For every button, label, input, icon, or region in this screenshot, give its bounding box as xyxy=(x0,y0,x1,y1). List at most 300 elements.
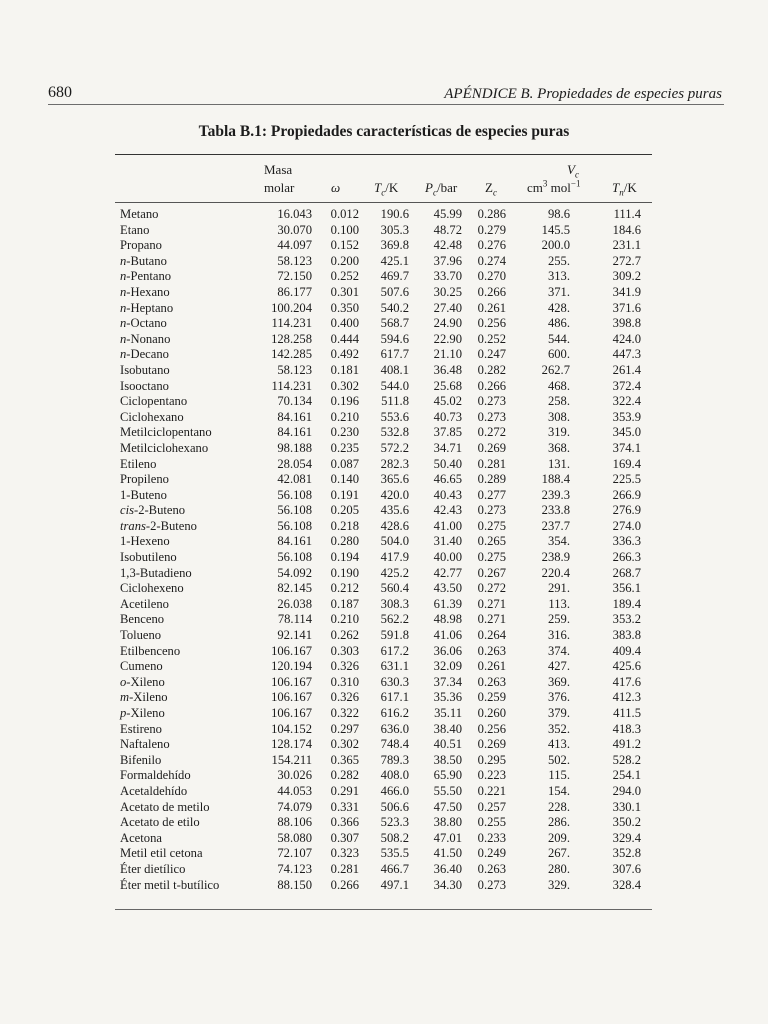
cell-vc: 502. xyxy=(547,752,570,767)
cell-tc: 466.0 xyxy=(380,783,409,798)
cell-molar-mass: 84.161 xyxy=(277,534,312,549)
cell-tc: 190.6 xyxy=(380,207,409,221)
cell-molar-mass: 56.108 xyxy=(277,487,312,502)
cell-zc: 0.255 xyxy=(477,815,506,830)
cell-pc: 42.48 xyxy=(433,238,462,253)
table-row xyxy=(120,457,641,473)
cell-tn: 336.3 xyxy=(612,534,641,549)
table-row xyxy=(120,675,641,691)
cell-pc: 36.40 xyxy=(433,861,462,876)
cell-tn: 322.4 xyxy=(612,394,641,409)
cell-molar-mass: 16.043 xyxy=(277,207,312,221)
cell-pc: 38.80 xyxy=(433,815,462,830)
species-prefix: o xyxy=(120,674,127,689)
cell-species xyxy=(120,784,250,800)
properties-table xyxy=(120,207,641,893)
table-top-rule xyxy=(115,154,652,155)
cell-molar-mass: 88.106 xyxy=(277,815,312,830)
cell-species xyxy=(120,410,250,426)
table-row xyxy=(120,394,641,410)
cell-tn: 383.8 xyxy=(612,628,641,643)
species-name: Acetaldehído xyxy=(120,783,188,798)
cell-omega: 0.302 xyxy=(330,378,359,393)
cell-tc: 562.2 xyxy=(380,612,409,627)
species-prefix: p xyxy=(120,706,127,720)
cell-species xyxy=(120,644,250,660)
cell-molar-mass: 82.145 xyxy=(277,581,312,596)
cell-tn: 447.3 xyxy=(612,347,641,362)
cell-species xyxy=(120,347,250,363)
cell-molar-mass: 78.114 xyxy=(277,612,312,627)
cell-tn: 184.6 xyxy=(612,222,641,237)
cell-vc: 544. xyxy=(547,331,570,346)
cell-tn: 371.6 xyxy=(612,300,641,315)
cell-vc: 280. xyxy=(547,861,570,876)
cell-tn: 272.7 xyxy=(612,253,641,268)
cell-zc: 0.277 xyxy=(477,487,506,502)
cell-tc: 425.1 xyxy=(380,253,409,268)
species-name: Tolueno xyxy=(120,628,162,643)
cell-tn: 417.6 xyxy=(612,674,641,689)
cell-tn: 352.8 xyxy=(612,846,641,861)
cell-vc: 486. xyxy=(547,316,570,331)
cell-tn: 341.9 xyxy=(612,284,641,299)
cell-tn: 528.2 xyxy=(612,752,641,767)
cell-tc: 535.5 xyxy=(380,846,409,861)
header-omega: ω xyxy=(331,180,341,195)
cell-pc: 40.43 xyxy=(433,487,462,502)
species-name: -Octano xyxy=(126,316,167,331)
cell-pc: 34.30 xyxy=(433,877,462,892)
cell-tc: 523.3 xyxy=(380,815,409,830)
table-row xyxy=(120,269,641,285)
cell-species xyxy=(120,534,250,550)
species-name: Bifenilo xyxy=(120,752,162,767)
cell-tn: 231.1 xyxy=(612,238,641,253)
cell-pc: 38.40 xyxy=(433,721,462,736)
table-row xyxy=(120,503,641,519)
cell-tn: 294.0 xyxy=(612,783,641,798)
cell-omega: 0.152 xyxy=(330,238,359,253)
species-name: 1-Hexeno xyxy=(120,534,170,549)
cell-pc: 42.77 xyxy=(433,565,462,580)
cell-tc: 420.0 xyxy=(380,487,409,502)
cell-molar-mass: 84.161 xyxy=(277,425,312,440)
cell-zc: 0.249 xyxy=(477,846,506,861)
cell-vc: 291. xyxy=(547,581,570,596)
cell-molar-mass: 114.231 xyxy=(271,378,312,393)
cell-tn: 309.2 xyxy=(612,269,641,284)
species-name: -Decano xyxy=(126,347,169,362)
cell-pc: 35.11 xyxy=(434,706,462,720)
cell-pc: 37.34 xyxy=(433,674,462,689)
cell-species xyxy=(120,566,250,582)
cell-molar-mass: 88.150 xyxy=(277,877,312,892)
cell-molar-mass: 106.167 xyxy=(271,706,312,720)
table-row xyxy=(120,878,641,894)
cell-omega: 0.194 xyxy=(330,550,359,565)
cell-pc: 43.50 xyxy=(433,581,462,596)
cell-tn: 424.0 xyxy=(612,331,641,346)
cell-pc: 36.06 xyxy=(433,643,462,658)
cell-pc: 47.01 xyxy=(433,830,462,845)
species-prefix: n xyxy=(120,347,127,362)
cell-tc: 553.6 xyxy=(380,409,409,424)
cell-pc: 30.25 xyxy=(433,284,462,299)
cell-pc: 48.72 xyxy=(433,222,462,237)
cell-pc: 61.39 xyxy=(433,596,462,611)
species-name: Isobutileno xyxy=(120,550,177,565)
species-name: Ciclohexano xyxy=(120,409,184,424)
species-name: -Xileno xyxy=(126,706,165,720)
cell-vc: 98.6 xyxy=(547,207,570,221)
cell-omega: 0.181 xyxy=(330,362,359,377)
species-name: Metilciclohexano xyxy=(120,440,209,455)
cell-zc: 0.266 xyxy=(477,378,506,393)
cell-pc: 35.36 xyxy=(433,690,462,705)
cell-pc: 40.00 xyxy=(433,550,462,565)
cell-tc: 789.3 xyxy=(380,752,409,767)
cell-zc: 0.257 xyxy=(477,799,506,814)
cell-tn: 418.3 xyxy=(612,721,641,736)
species-name: Ciclopentano xyxy=(120,394,188,409)
cell-zc: 0.269 xyxy=(477,737,506,752)
cell-pc: 41.06 xyxy=(433,628,462,643)
cell-omega: 0.230 xyxy=(330,425,359,440)
table-row xyxy=(120,425,641,441)
cell-species xyxy=(120,457,250,473)
cell-tn: 328.4 xyxy=(612,877,641,892)
table-row xyxy=(120,644,641,660)
cell-vc: 376. xyxy=(547,690,570,705)
cell-vc: 329. xyxy=(547,877,570,892)
cell-pc: 22.90 xyxy=(433,331,462,346)
cell-vc: 368. xyxy=(547,440,570,455)
species-name: Acetato de etilo xyxy=(120,815,200,830)
species-name: Acetona xyxy=(120,830,162,845)
table-row xyxy=(120,628,641,644)
cell-species xyxy=(120,722,250,738)
cell-tn: 307.6 xyxy=(612,861,641,876)
cell-pc: 33.70 xyxy=(433,269,462,284)
cell-tn: 189.4 xyxy=(612,596,641,611)
species-prefix: n xyxy=(120,269,127,284)
table-body xyxy=(120,207,641,893)
cell-tc: 506.6 xyxy=(380,799,409,814)
cell-tc: 282.3 xyxy=(380,456,409,471)
cell-zc: 0.267 xyxy=(477,565,506,580)
header-pc: $P_c$/bar xyxy=(425,180,458,198)
cell-zc: 0.233 xyxy=(477,830,506,845)
species-name: Ciclohexeno xyxy=(120,581,184,596)
species-prefix: n xyxy=(120,300,127,315)
cell-omega: 0.291 xyxy=(330,783,359,798)
table-row xyxy=(120,597,641,613)
cell-tc: 540.2 xyxy=(380,300,409,315)
table-row xyxy=(120,550,641,566)
table-row xyxy=(120,581,641,597)
cell-pc: 45.02 xyxy=(433,394,462,409)
cell-tc: 365.6 xyxy=(380,472,409,487)
cell-omega: 0.366 xyxy=(330,815,359,830)
cell-tn: 356.1 xyxy=(612,581,641,596)
table-row xyxy=(120,706,641,722)
cell-tc: 568.7 xyxy=(380,316,409,331)
table-row xyxy=(120,831,641,847)
cell-pc: 27.40 xyxy=(433,300,462,315)
cell-species xyxy=(120,550,250,566)
cell-zc: 0.289 xyxy=(477,472,506,487)
table-row xyxy=(120,753,641,769)
cell-omega: 0.205 xyxy=(330,503,359,518)
cell-tn: 353.9 xyxy=(612,409,641,424)
cell-zc: 0.263 xyxy=(477,674,506,689)
cell-tn: 274.0 xyxy=(612,518,641,533)
cell-vc: 239.3 xyxy=(541,487,570,502)
cell-pc: 31.40 xyxy=(433,534,462,549)
cell-pc: 32.09 xyxy=(433,659,462,674)
species-name: -Pentano xyxy=(126,269,172,284)
cell-vc: 600. xyxy=(547,347,570,362)
cell-omega: 0.196 xyxy=(330,394,359,409)
header-vc: $V_c$ xyxy=(567,162,579,180)
cell-omega: 0.365 xyxy=(330,752,359,767)
cell-vc: 468. xyxy=(547,378,570,393)
table-row xyxy=(120,238,641,254)
cell-tc: 417.9 xyxy=(380,550,409,565)
cell-zc: 0.272 xyxy=(477,425,506,440)
cell-molar-mass: 42.081 xyxy=(277,472,312,487)
cell-molar-mass: 154.211 xyxy=(271,752,312,767)
cell-species xyxy=(120,207,250,223)
cell-vc: 220.4 xyxy=(541,565,570,580)
table-row xyxy=(120,472,641,488)
cell-omega: 0.140 xyxy=(330,472,359,487)
cell-zc: 0.263 xyxy=(477,643,506,658)
species-name: -Hexano xyxy=(126,284,170,299)
cell-species xyxy=(120,831,250,847)
cell-pc: 38.50 xyxy=(433,752,462,767)
cell-zc: 0.252 xyxy=(477,331,506,346)
cell-tc: 504.0 xyxy=(380,534,409,549)
species-prefix: m xyxy=(120,690,130,705)
cell-tc: 630.3 xyxy=(380,674,409,689)
cell-zc: 0.270 xyxy=(477,269,506,284)
species-name: Isooctano xyxy=(120,378,169,393)
cell-molar-mass: 114.231 xyxy=(271,316,312,331)
cell-tc: 408.1 xyxy=(380,362,409,377)
cell-species xyxy=(120,612,250,628)
cell-molar-mass: 30.026 xyxy=(277,768,312,783)
cell-pc: 45.99 xyxy=(433,207,462,221)
cell-vc: 354. xyxy=(547,534,570,549)
cell-molar-mass: 106.167 xyxy=(271,674,312,689)
table-row xyxy=(120,612,641,628)
cell-pc: 46.65 xyxy=(433,472,462,487)
cell-vc: 255. xyxy=(547,253,570,268)
species-name: Acetileno xyxy=(120,596,169,611)
cell-zc: 0.256 xyxy=(477,316,506,331)
cell-tn: 330.1 xyxy=(612,799,641,814)
cell-omega: 0.310 xyxy=(330,674,359,689)
header-mass-line1: Masa xyxy=(264,162,293,177)
table-row xyxy=(120,347,641,363)
cell-tc: 466.7 xyxy=(380,861,409,876)
cell-omega: 0.303 xyxy=(330,643,359,658)
table-row xyxy=(120,815,641,831)
species-name: Isobutano xyxy=(120,362,170,377)
cell-molar-mass: 56.108 xyxy=(277,550,312,565)
cell-tc: 428.6 xyxy=(380,518,409,533)
cell-omega: 0.400 xyxy=(330,316,359,331)
cell-vc: 131. xyxy=(547,456,570,471)
cell-pc: 37.96 xyxy=(433,253,462,268)
cell-vc: 188.4 xyxy=(541,472,570,487)
species-name: Cumeno xyxy=(120,659,163,674)
cell-vc: 308. xyxy=(547,409,570,424)
cell-tn: 398.8 xyxy=(612,316,641,331)
table-row xyxy=(120,659,641,675)
cell-zc: 0.282 xyxy=(477,362,506,377)
cell-vc: 413. xyxy=(547,737,570,752)
cell-molar-mass: 86.177 xyxy=(277,284,312,299)
cell-tn: 412.3 xyxy=(612,690,641,705)
cell-vc: 115. xyxy=(548,768,570,783)
species-name: Acetato de metilo xyxy=(120,799,210,814)
cell-zc: 0.265 xyxy=(477,534,506,549)
species-prefix: cis xyxy=(120,503,134,518)
cell-species xyxy=(120,316,250,332)
cell-vc: 374. xyxy=(547,643,570,658)
cell-tn: 261.4 xyxy=(612,362,641,377)
cell-vc: 352. xyxy=(547,721,570,736)
cell-tc: 560.4 xyxy=(380,581,409,596)
cell-pc: 41.50 xyxy=(433,846,462,861)
cell-tc: 617.2 xyxy=(380,643,409,658)
cell-omega: 0.331 xyxy=(330,799,359,814)
species-prefix: trans xyxy=(120,518,146,533)
species-name: Propano xyxy=(120,238,162,253)
table-row xyxy=(120,534,641,550)
species-name: Etano xyxy=(120,222,150,237)
cell-omega: 0.087 xyxy=(330,456,359,471)
cell-pc: 41.00 xyxy=(433,518,462,533)
cell-vc: 316. xyxy=(547,628,570,643)
cell-tn: 266.9 xyxy=(612,487,641,502)
cell-zc: 0.256 xyxy=(477,721,506,736)
cell-molar-mass: 44.053 xyxy=(277,783,312,798)
cell-pc: 21.10 xyxy=(433,347,462,362)
cell-species xyxy=(120,488,250,504)
cell-tn: 254.1 xyxy=(612,768,641,783)
species-name: 1-Buteno xyxy=(120,487,167,502)
header-rule xyxy=(48,104,724,105)
species-name: Metil etil cetona xyxy=(120,846,203,861)
cell-species xyxy=(120,425,250,441)
cell-molar-mass: 84.161 xyxy=(277,409,312,424)
cell-vc: 228. xyxy=(547,799,570,814)
cell-tn: 425.6 xyxy=(612,659,641,674)
species-name: Éter metil t-butílico xyxy=(120,877,220,892)
cell-omega: 0.212 xyxy=(330,581,359,596)
cell-zc: 0.276 xyxy=(477,238,506,253)
table-row xyxy=(120,862,641,878)
cell-molar-mass: 44.097 xyxy=(277,238,312,253)
cell-tn: 345.0 xyxy=(612,425,641,440)
cell-species xyxy=(120,394,250,410)
species-name: Etileno xyxy=(120,456,157,471)
cell-omega: 0.235 xyxy=(330,440,359,455)
table-header-rule xyxy=(115,202,652,203)
header-zc: $Z_c$ xyxy=(485,180,497,198)
species-name: -Xileno xyxy=(126,674,165,689)
cell-molar-mass: 56.108 xyxy=(277,503,312,518)
cell-tn: 276.9 xyxy=(612,503,641,518)
table-row xyxy=(120,519,641,535)
species-prefix: n xyxy=(120,316,127,331)
cell-vc: 428. xyxy=(547,300,570,315)
species-prefix: n xyxy=(120,331,127,346)
cell-tc: 617.1 xyxy=(380,690,409,705)
cell-omega: 0.326 xyxy=(330,659,359,674)
cell-zc: 0.275 xyxy=(477,550,506,565)
cell-tc: 511.8 xyxy=(381,394,409,409)
cell-molar-mass: 104.152 xyxy=(271,721,312,736)
cell-omega: 0.282 xyxy=(330,768,359,783)
cell-molar-mass: 106.167 xyxy=(271,690,312,705)
cell-tc: 591.8 xyxy=(380,628,409,643)
cell-pc: 42.43 xyxy=(433,503,462,518)
cell-omega: 0.302 xyxy=(330,737,359,752)
page-number: 680 xyxy=(48,84,72,101)
cell-species xyxy=(120,285,250,301)
cell-tc: 497.1 xyxy=(380,877,409,892)
table-row xyxy=(120,223,641,239)
cell-vc: 427. xyxy=(547,659,570,674)
table-row xyxy=(120,316,641,332)
cell-vc: 313. xyxy=(547,269,570,284)
cell-pc: 24.90 xyxy=(433,316,462,331)
cell-molar-mass: 72.150 xyxy=(277,269,312,284)
species-name: -Heptano xyxy=(126,300,174,315)
cell-vc: 154. xyxy=(547,783,570,798)
cell-omega: 0.350 xyxy=(330,300,359,315)
cell-zc: 0.223 xyxy=(477,768,506,783)
cell-zc: 0.247 xyxy=(477,347,506,362)
cell-tn: 225.5 xyxy=(612,472,641,487)
cell-vc: 262.7 xyxy=(541,362,570,377)
species-name: -Xileno xyxy=(129,690,168,705)
table-row xyxy=(120,768,641,784)
cell-tc: 748.4 xyxy=(380,737,409,752)
table-row xyxy=(120,566,641,582)
table-row xyxy=(120,332,641,348)
cell-pc: 47.50 xyxy=(433,799,462,814)
cell-molar-mass: 74.079 xyxy=(277,799,312,814)
cell-zc: 0.273 xyxy=(477,877,506,892)
cell-vc: 237.7 xyxy=(541,518,570,533)
cell-zc: 0.266 xyxy=(477,284,506,299)
cell-tn: 372.4 xyxy=(612,378,641,393)
cell-tc: 435.6 xyxy=(380,503,409,518)
cell-zc: 0.273 xyxy=(477,409,506,424)
cell-omega: 0.210 xyxy=(330,409,359,424)
cell-tc: 594.6 xyxy=(380,331,409,346)
cell-pc: 25.68 xyxy=(433,378,462,393)
cell-zc: 0.274 xyxy=(477,253,506,268)
species-name: Etilbenceno xyxy=(120,643,181,658)
table-row xyxy=(120,207,641,223)
